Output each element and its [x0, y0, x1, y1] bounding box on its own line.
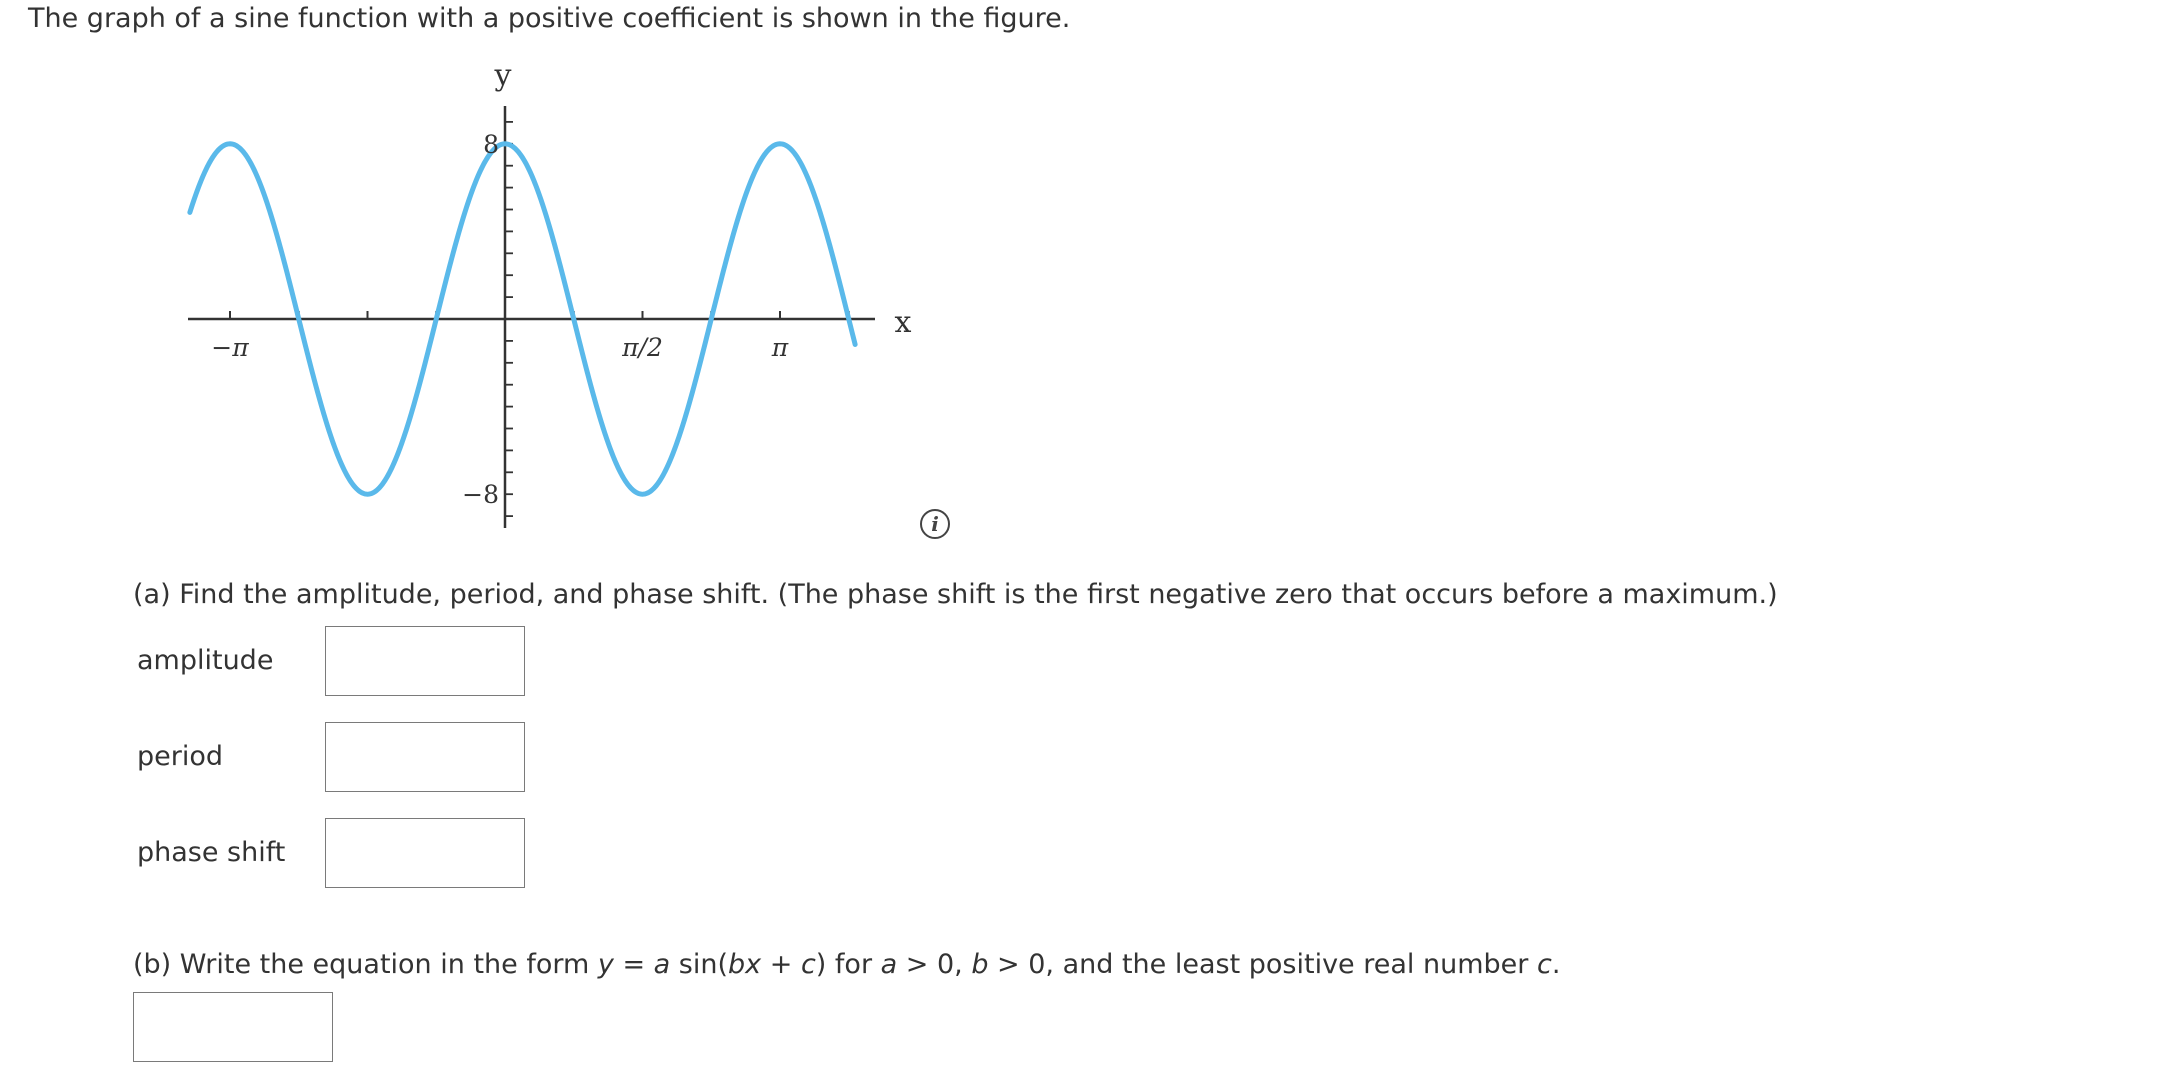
cond-b-rest: > 0, and the least positive real number [988, 949, 1537, 980]
x-axis-label: x [894, 305, 912, 340]
y-axis-label: y [494, 58, 512, 93]
part-b-end: . [1551, 949, 1561, 980]
eq-c: c [800, 949, 816, 980]
y-tick-label: 8 [483, 129, 499, 159]
eq-y: y [597, 949, 614, 980]
amplitude-input[interactable] [325, 626, 525, 696]
eq-a: a [653, 949, 671, 980]
cond-c: c [1536, 949, 1552, 980]
eq-sin: sin( [670, 949, 729, 980]
eq-equals: = [613, 949, 654, 980]
eq-bx: bx [728, 949, 762, 980]
part-b-prompt [133, 949, 1560, 980]
period-label: period [137, 741, 224, 772]
info-icon[interactable]: i [920, 509, 950, 539]
cond-a: a [880, 949, 898, 980]
graph-labels [211, 58, 911, 509]
phase-shift-input[interactable] [325, 818, 525, 888]
x-tick-label: π [771, 333, 789, 362]
amplitude-label: amplitude [137, 645, 274, 676]
phase-shift-label: phase shift [137, 837, 286, 868]
period-input[interactable] [325, 722, 525, 792]
eq-close: ) for [815, 949, 881, 980]
eq-plus: + [761, 949, 801, 980]
part-b-prefix: (b) Write the equation in the form [133, 949, 598, 980]
cond-b: b [971, 949, 989, 980]
equation-input[interactable] [133, 992, 333, 1062]
y-tick-label: −8 [462, 480, 499, 510]
cond-a-rest: > 0, [897, 949, 972, 980]
part-a-prompt: (a) Find the amplitude, period, and phase shift. (The phase shift is the first negative zero that occurs before a maximum.) [133, 579, 1778, 610]
x-tick-label: −π [211, 333, 249, 362]
question-intro: The graph of a sine function with a positive coefficient is shown in the figure. [28, 3, 1071, 34]
x-tick-label: π/2 [622, 333, 663, 362]
